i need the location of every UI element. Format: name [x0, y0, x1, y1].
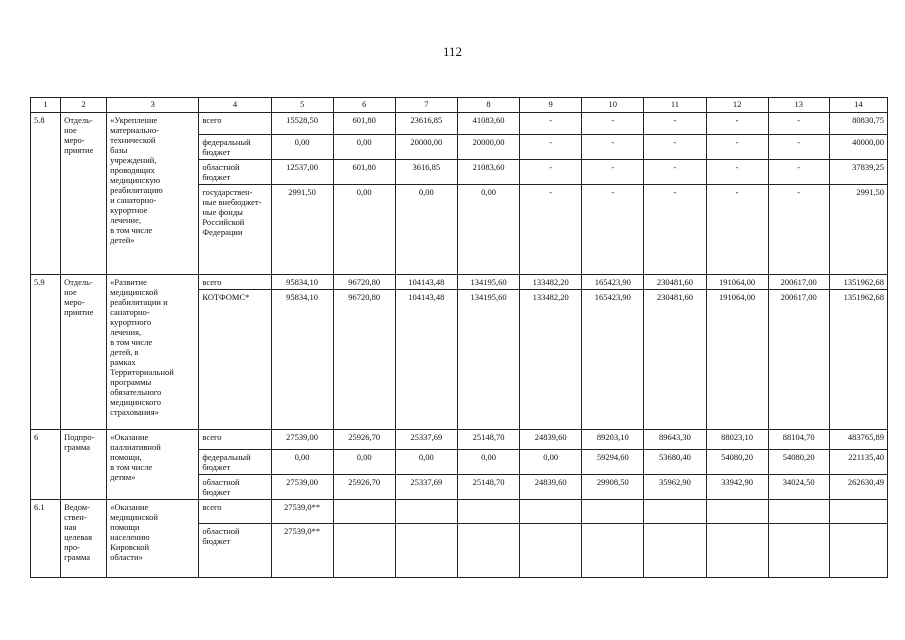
value-cell: 27539,0**	[271, 524, 333, 578]
funding-source: областной бюджет	[199, 475, 271, 500]
row-name: «Развитие медицинской реабилитации и санаторно- курортного лечения, в том числе детей, в рамках Территориальной программы обязательного медицинского страхования»	[107, 275, 199, 430]
budget-table	[30, 97, 888, 578]
row-name: «Укрепление материально- технической базы учреждений, проводящих медицинскую реабилитацию и санаторно- курортное лечение, в том числе детей»	[107, 113, 199, 275]
value-cell: 54080,20	[706, 450, 768, 475]
value-cell: 96720,80	[333, 290, 395, 430]
table-row	[31, 430, 888, 450]
value-cell: -	[768, 135, 829, 160]
value-cell	[829, 500, 887, 524]
value-cell: -	[768, 160, 829, 185]
value-cell: 25337,69	[395, 430, 457, 450]
value-cell: 80830,75	[829, 113, 887, 135]
value-cell: 230481,60	[644, 290, 706, 430]
header-cell: 8	[457, 98, 519, 113]
value-cell: 21083,60	[457, 160, 519, 185]
row-type: Отдель- ное меро- приятие	[61, 275, 107, 430]
page-number: 112	[442, 44, 463, 59]
value-cell: 1351962,68	[829, 290, 887, 430]
value-cell: 200617,00	[768, 275, 829, 290]
table-row	[31, 275, 888, 290]
value-cell: 89203,10	[582, 430, 644, 450]
value-cell: 59294,60	[582, 450, 644, 475]
value-cell: 24839,60	[520, 475, 582, 500]
value-cell: -	[520, 185, 582, 275]
value-cell: 3616,85	[395, 160, 457, 185]
header-cell: 2	[61, 98, 107, 113]
header-cell: 7	[395, 98, 457, 113]
value-cell: -	[706, 185, 768, 275]
value-cell: 601,80	[333, 160, 395, 185]
value-cell: 133482,20	[520, 290, 582, 430]
value-cell	[644, 500, 706, 524]
row-number: 5.8	[31, 113, 61, 275]
value-cell: 34024,50	[768, 475, 829, 500]
value-cell: 53680,40	[644, 450, 706, 475]
value-cell: 2991,50	[829, 185, 887, 275]
value-cell: 23616,85	[395, 113, 457, 135]
table-row	[31, 113, 888, 135]
value-cell: 0,00	[395, 185, 457, 275]
value-cell: 0,00	[333, 185, 395, 275]
value-cell: -	[520, 113, 582, 135]
value-cell: 221135,40	[829, 450, 887, 475]
value-cell: 25148,70	[457, 475, 519, 500]
row-name: «Оказание медицинской помощи населению Кировской области»	[107, 500, 199, 578]
value-cell	[706, 524, 768, 578]
row-number: 6.1	[31, 500, 61, 578]
value-cell: -	[520, 135, 582, 160]
value-cell: 0,00	[271, 135, 333, 160]
value-cell: 601,80	[333, 113, 395, 135]
value-cell: 27539,00	[271, 475, 333, 500]
value-cell: -	[582, 135, 644, 160]
value-cell: 29908,50	[582, 475, 644, 500]
value-cell	[395, 524, 457, 578]
value-cell: 104143,48	[395, 275, 457, 290]
header-cell: 9	[520, 98, 582, 113]
value-cell: 104143,48	[395, 290, 457, 430]
value-cell: -	[582, 185, 644, 275]
value-cell: 89643,30	[644, 430, 706, 450]
value-cell: 96720,80	[333, 275, 395, 290]
value-cell	[333, 524, 395, 578]
value-cell: 27539,0**	[271, 500, 333, 524]
row-number: 5.9	[31, 275, 61, 430]
value-cell: 33942,90	[706, 475, 768, 500]
funding-source: всего	[199, 500, 271, 524]
value-cell: 25337,69	[395, 475, 457, 500]
header-cell: 11	[644, 98, 706, 113]
header-cell: 4	[199, 98, 271, 113]
value-cell: -	[644, 135, 706, 160]
value-cell: 165423,90	[582, 290, 644, 430]
value-cell: 37839,25	[829, 160, 887, 185]
value-cell	[768, 524, 829, 578]
table-row	[31, 500, 888, 524]
value-cell: 165423,90	[582, 275, 644, 290]
funding-source: всего	[199, 113, 271, 135]
value-cell	[644, 524, 706, 578]
header-cell: 5	[271, 98, 333, 113]
funding-source: всего	[199, 430, 271, 450]
value-cell: 483765,89	[829, 430, 887, 450]
value-cell: -	[520, 160, 582, 185]
value-cell: 0,00	[333, 450, 395, 475]
value-cell	[457, 500, 519, 524]
value-cell	[706, 500, 768, 524]
value-cell: 191064,00	[706, 290, 768, 430]
value-cell: -	[706, 113, 768, 135]
value-cell: 0,00	[271, 450, 333, 475]
funding-source: государствен- ные внебюджет- ные фонды Российской Федерации	[199, 185, 271, 275]
header-cell: 1	[31, 98, 61, 113]
value-cell: 40000,00	[829, 135, 887, 160]
value-cell: -	[644, 185, 706, 275]
row-name: «Оказание паллиативной помощи, в том числе детям»	[107, 430, 199, 500]
header-row	[31, 98, 888, 113]
header-cell: 10	[582, 98, 644, 113]
value-cell: -	[706, 160, 768, 185]
value-cell: 2991,50	[271, 185, 333, 275]
value-cell	[395, 500, 457, 524]
value-cell: 134195,60	[457, 290, 519, 430]
value-cell: -	[582, 160, 644, 185]
row-number: 6	[31, 430, 61, 500]
value-cell: 20000,00	[457, 135, 519, 160]
value-cell: 95834,10	[271, 275, 333, 290]
funding-source: федеральный бюджет	[199, 450, 271, 475]
value-cell: 1351962,68	[829, 275, 887, 290]
funding-source: областной бюджет	[199, 160, 271, 185]
value-cell: 12537,00	[271, 160, 333, 185]
value-cell: 95834,10	[271, 290, 333, 430]
value-cell: -	[644, 160, 706, 185]
value-cell: -	[644, 113, 706, 135]
value-cell: 0,00	[395, 450, 457, 475]
row-type: Ведом- ствен- ная целевая про- грамма	[61, 500, 107, 578]
value-cell: 200617,00	[768, 290, 829, 430]
value-cell: 133482,20	[520, 275, 582, 290]
row-type: Подпро- грамма	[61, 430, 107, 500]
funding-source: федеральный бюджет	[199, 135, 271, 160]
value-cell	[768, 500, 829, 524]
value-cell	[457, 524, 519, 578]
value-cell	[520, 524, 582, 578]
value-cell: -	[706, 135, 768, 160]
value-cell: 262630,49	[829, 475, 887, 500]
value-cell: 25148,70	[457, 430, 519, 450]
header-cell: 6	[333, 98, 395, 113]
funding-source: областной бюджет	[199, 524, 271, 578]
header-cell: 3	[107, 98, 199, 113]
header-cell: 12	[706, 98, 768, 113]
value-cell: 35962,90	[644, 475, 706, 500]
value-cell: 25926,70	[333, 430, 395, 450]
value-cell: 88023,10	[706, 430, 768, 450]
value-cell: 230481,60	[644, 275, 706, 290]
header-cell: 13	[768, 98, 829, 113]
value-cell: 0,00	[520, 450, 582, 475]
value-cell: 27539,00	[271, 430, 333, 450]
funding-source: всего	[199, 275, 271, 290]
value-cell: 0,00	[333, 135, 395, 160]
value-cell: 0,00	[457, 450, 519, 475]
value-cell: 54080,20	[768, 450, 829, 475]
value-cell	[333, 500, 395, 524]
header-cell: 14	[829, 98, 887, 113]
value-cell	[582, 524, 644, 578]
value-cell: -	[768, 185, 829, 275]
value-cell	[582, 500, 644, 524]
value-cell: 41083,60	[457, 113, 519, 135]
value-cell	[829, 524, 887, 578]
funding-source: КОТФОМС*	[199, 290, 271, 430]
value-cell: 20000,00	[395, 135, 457, 160]
value-cell: 134195,60	[457, 275, 519, 290]
value-cell: 25926,70	[333, 475, 395, 500]
value-cell: 15528,50	[271, 113, 333, 135]
value-cell: 24839,60	[520, 430, 582, 450]
value-cell: 191064,00	[706, 275, 768, 290]
value-cell: -	[582, 113, 644, 135]
value-cell: -	[768, 113, 829, 135]
value-cell	[520, 500, 582, 524]
row-type: Отдель- ное меро- приятие	[61, 113, 107, 275]
value-cell: 88104,70	[768, 430, 829, 450]
value-cell: 0,00	[457, 185, 519, 275]
